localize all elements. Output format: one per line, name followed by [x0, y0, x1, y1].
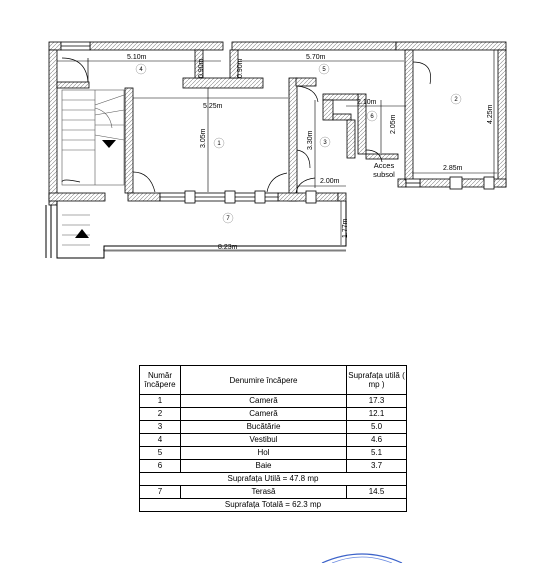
room-num: 5 [140, 447, 181, 460]
table-row [140, 434, 407, 447]
room-number-3: 3 [323, 140, 327, 146]
room-name: Terasă [181, 486, 347, 499]
dim-wall-090-left: 0.90m [198, 58, 205, 78]
room-name: Cameră [181, 395, 347, 408]
room-number-6: 6 [370, 114, 374, 120]
room-number-4: 4 [139, 67, 143, 73]
room-number-7: 7 [226, 216, 230, 222]
room-number-2: 2 [454, 97, 458, 103]
access-label-line2: subsol [373, 170, 395, 179]
table-row [140, 408, 407, 421]
room-area: 4.6 [347, 434, 407, 447]
header-useful-area: Suprafața utilă ( mp ) [347, 366, 407, 395]
dim-room1-depth: 3.05m [200, 128, 207, 148]
dim-kitchen-depth: 3.30m [307, 130, 314, 150]
staircase [62, 90, 124, 245]
terrace-outline [46, 201, 346, 258]
room-number-1: 1 [217, 141, 221, 147]
table-row [140, 395, 407, 408]
dim-terrace-depth: 1.77m [342, 218, 349, 238]
room-area: 5.1 [347, 447, 407, 460]
room-name: Hol [181, 447, 347, 460]
room-num: 2 [140, 408, 181, 421]
table-row [140, 486, 407, 499]
room-area: 3.7 [347, 460, 407, 473]
table-row [140, 421, 407, 434]
room-name: Baie [181, 460, 347, 473]
room-num: 3 [140, 421, 181, 434]
stamp-seal [292, 549, 432, 563]
useful-area-total: Suprafața Utilă = 47.8 mp [140, 473, 407, 486]
dim-wall-090-right: 0.90m [237, 58, 244, 78]
total-row [140, 499, 407, 512]
room-number-5: 5 [322, 67, 326, 73]
dim-bath-width: 2.10m [357, 99, 377, 106]
dim-bath-depth: 2.05m [390, 114, 397, 134]
room-area: 5.0 [347, 421, 407, 434]
room-area: 12.1 [347, 408, 407, 421]
table-header-row [140, 366, 407, 395]
stair-up-arrow-icon [75, 229, 89, 238]
dim-vestibul-width: 5.10m [127, 54, 147, 61]
table-row [140, 460, 407, 473]
access-label-line1: Acces [373, 161, 395, 170]
header-room-number: Număr încăpere [140, 366, 181, 395]
room-name: Cameră [181, 408, 347, 421]
dim-terrace-width: 8.23m [218, 244, 238, 251]
room-num: 6 [140, 460, 181, 473]
dim-room2-depth: 4.25m [487, 104, 494, 124]
room-num: 4 [140, 434, 181, 447]
table-row [140, 447, 407, 460]
dim-hol-width: 5.70m [306, 54, 326, 61]
room-area: 17.3 [347, 395, 407, 408]
room-name: Vestibul [181, 434, 347, 447]
dim-room1-width: 5.25m [203, 103, 223, 110]
room-area: 14.5 [347, 486, 407, 499]
room-num: 1 [140, 395, 181, 408]
header-room-name: Denumire încăpere [181, 366, 347, 395]
stair-down-arrow-icon [102, 140, 116, 148]
dimension-lines [57, 50, 497, 251]
room-name: Bucătărie [181, 421, 347, 434]
total-area: Suprafața Totală = 62.3 mp [140, 499, 407, 512]
subtotal-row [140, 473, 407, 486]
room-num: 7 [140, 486, 181, 499]
dim-kitchen-width: 2.00m [320, 178, 340, 185]
walls [49, 42, 506, 205]
dim-room2-width: 2.85m [443, 165, 463, 172]
rooms-area-table [139, 365, 407, 512]
